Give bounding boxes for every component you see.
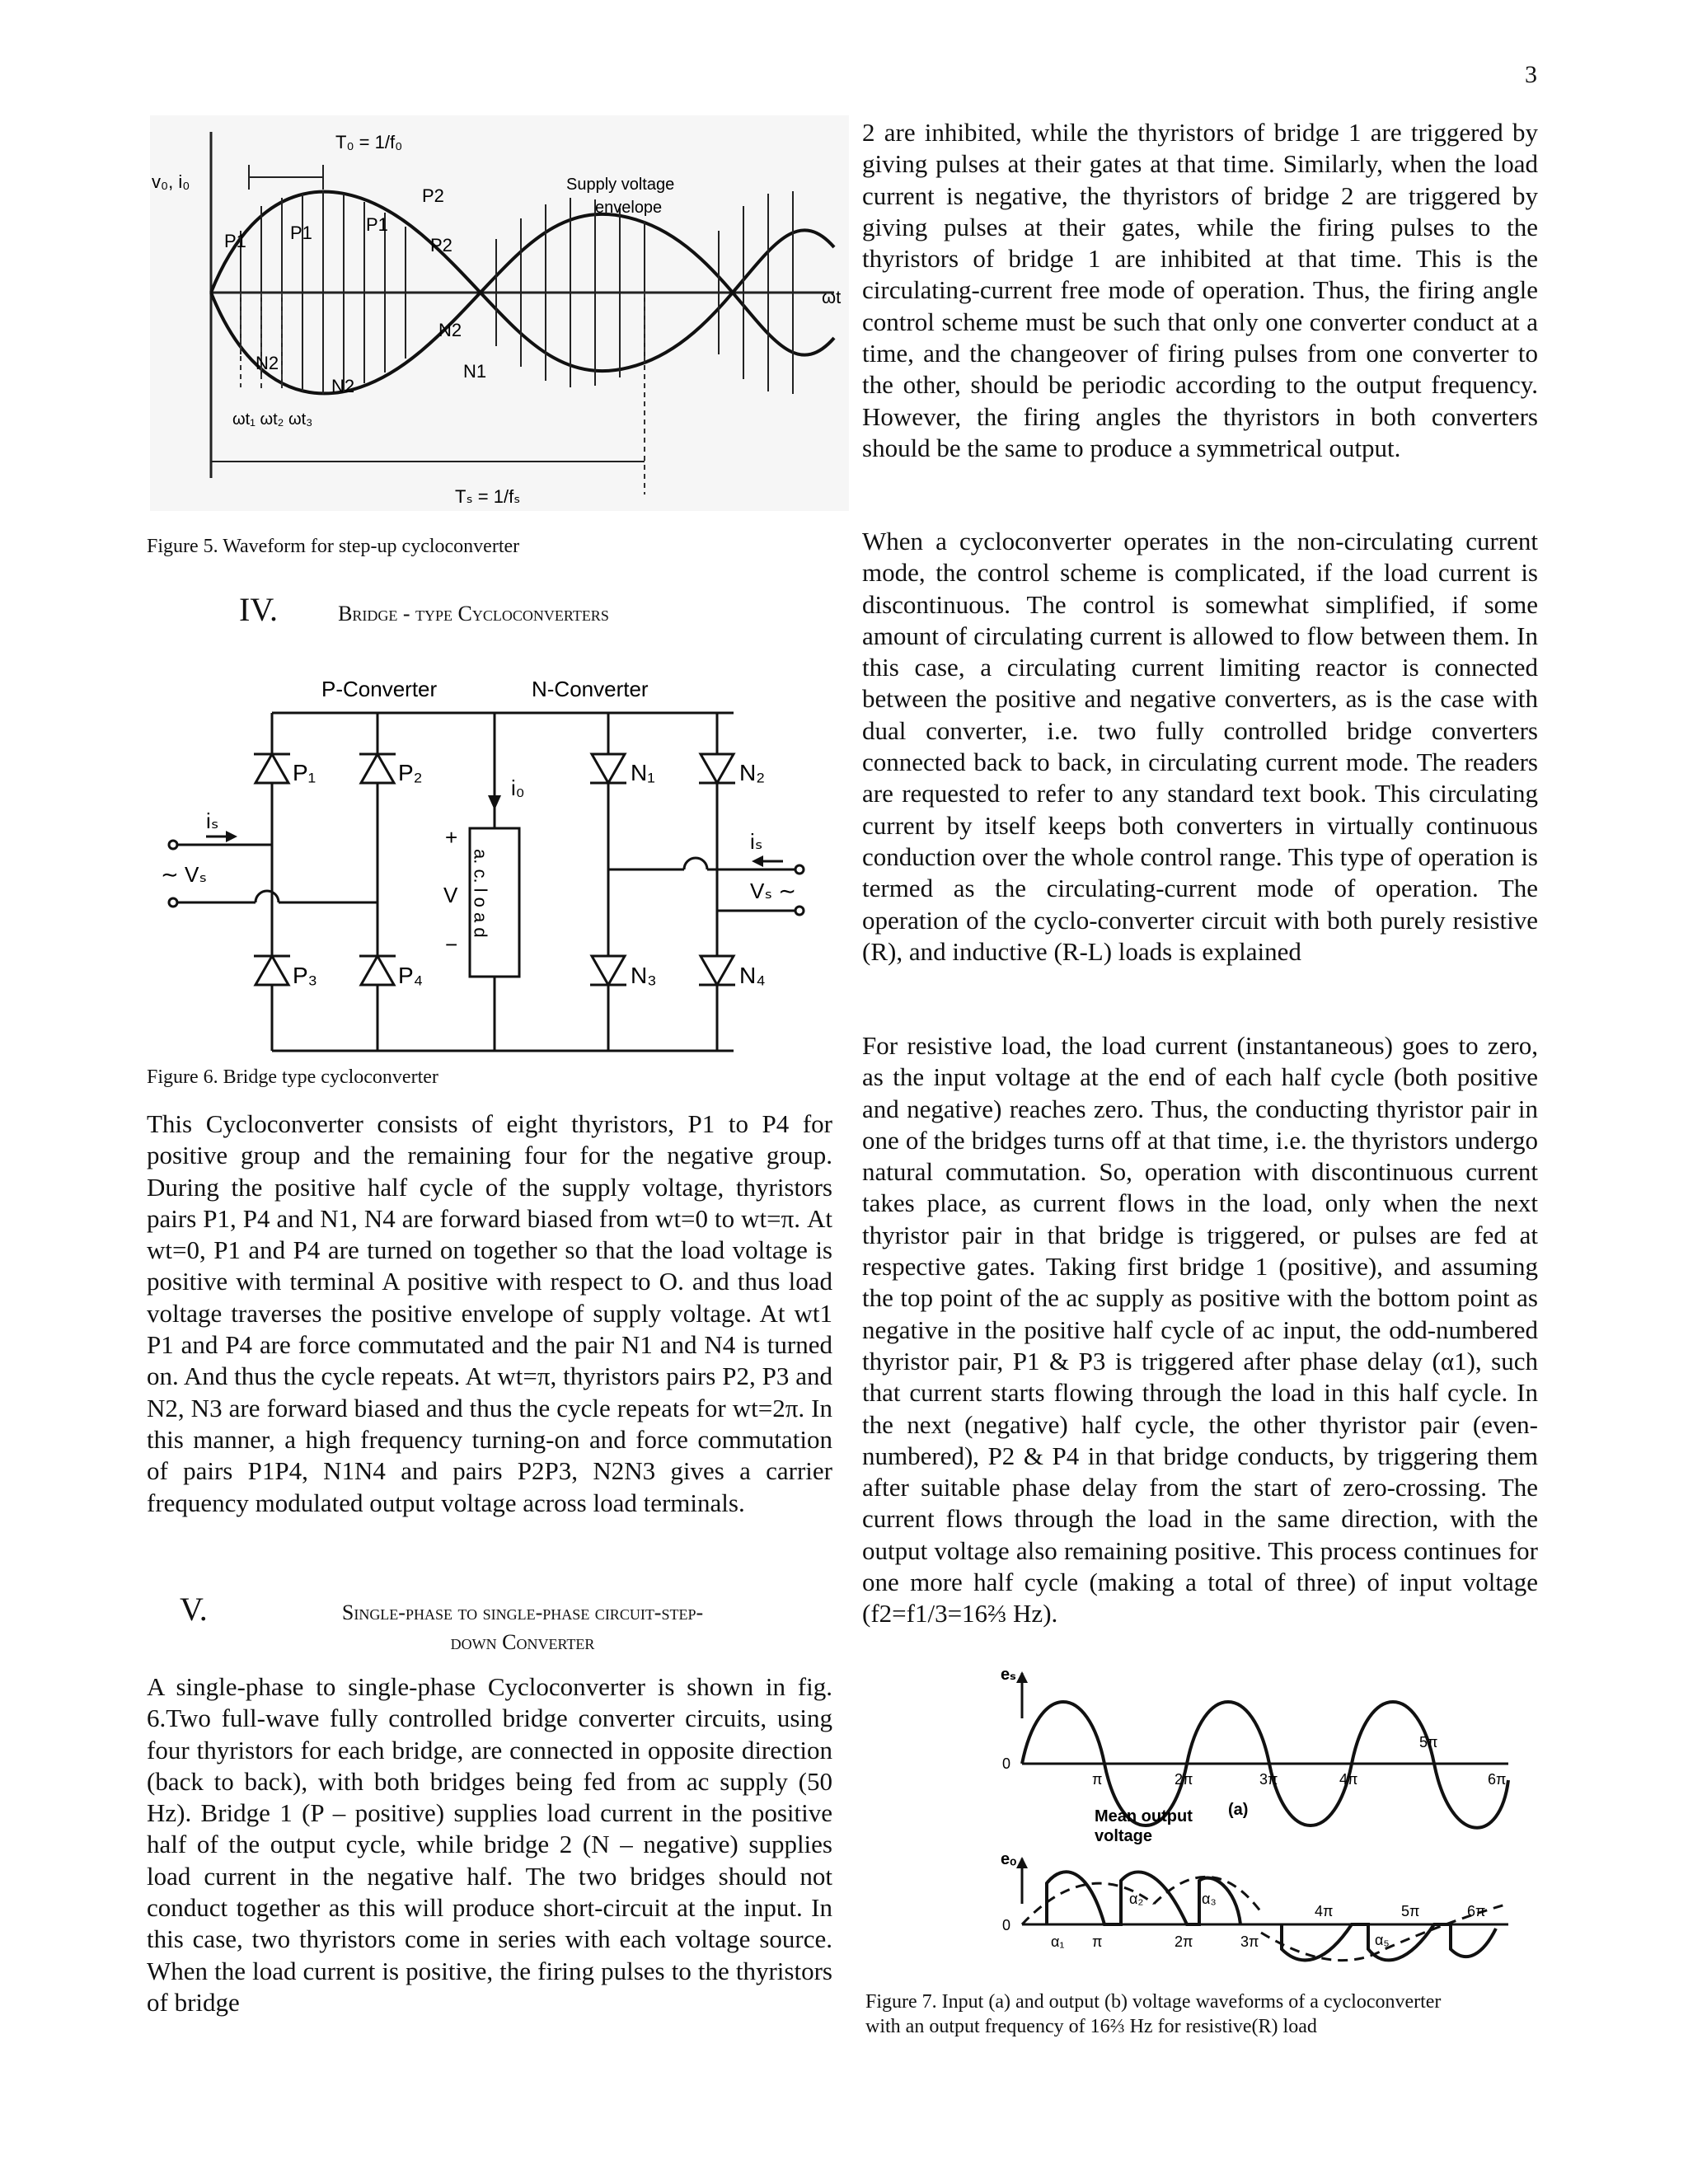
fig5-label-n2b: N2 xyxy=(331,376,355,396)
fig7-label-4pi-a: 4π xyxy=(1339,1771,1358,1788)
fig7-label-5pi-b: 5π xyxy=(1401,1903,1420,1919)
fig7-label-3pi-a: 3π xyxy=(1259,1771,1278,1788)
fig7-label-a: (a) xyxy=(1228,1801,1249,1819)
left-paragraph-2 xyxy=(147,1671,832,2018)
fig7-label-6pi-b: 6π xyxy=(1467,1903,1486,1919)
fig5-label-wt: ωt xyxy=(822,287,842,307)
fig6-label-nconv: N-Converter xyxy=(532,677,649,701)
fig6-label-v: V xyxy=(443,883,458,907)
section-5-title-line1: Single-phase to single-phase circuit-step- xyxy=(341,1601,704,1624)
fig7-label-zero-b: 0 xyxy=(1002,1917,1011,1933)
fig7-svg xyxy=(989,1665,1517,1978)
fig7-label-2pi-a: 2π xyxy=(1175,1771,1193,1788)
section-5-heading xyxy=(147,1591,832,1657)
fig6-label-vs-right: Vₛ ∼ xyxy=(750,879,797,903)
fig7-label-a3: α₃ xyxy=(1202,1891,1217,1907)
fig7-label-6pi-a: 6π xyxy=(1488,1771,1507,1788)
fig7-label-eo: eₒ xyxy=(1001,1850,1017,1868)
right-paragraph-2 xyxy=(862,526,1538,968)
fig6-label-n3: N₃ xyxy=(631,963,657,988)
fig5-label-wt-ticks: ωt₁ ωt₂ ωt₃ xyxy=(232,410,313,429)
fig5-label-p2b: P2 xyxy=(430,235,452,255)
fig7-label-a1: α₁ xyxy=(1051,1933,1065,1950)
fig6-label-minus: − xyxy=(445,932,458,957)
fig5-label-supply: Supply voltage xyxy=(566,176,675,194)
left-paragraph-1 xyxy=(147,1108,832,1519)
right-paragraph-1-text: 2 are inhibited, while the thyristors of bridge 1 are triggered by giving pulses at their gates at that time. Similarly, when the load current is negative, the thyristors of bridge 2 are triggered by giving pulses at their gates, while the firing pulses to the thyristors of bridge 1 are inhibited at that time. This is the circulating-current free mode of operation. Thus, the firing angle control scheme must be such that only one converter conduct at a time, and the changeover of firing pulses from one converter to the other, should be periodic according to the output frequency. However, the firing angles the thyristors in both converters should be the same to produce a symmetrical output. xyxy=(862,118,1538,462)
fig6-label-n4: N₄ xyxy=(739,963,766,988)
fig5-label-p2a: P2 xyxy=(422,185,444,206)
fig7-label-2pi-b: 2π xyxy=(1175,1933,1193,1950)
fig6-label-pconv: P-Converter xyxy=(321,677,438,701)
figure-5-waveform xyxy=(150,115,849,511)
page-number: 3 xyxy=(1525,61,1537,88)
fig6-label-p3: P₃ xyxy=(293,963,318,988)
fig7-label-4pi-b: 4π xyxy=(1315,1903,1334,1919)
fig6-label-is-right: iₛ xyxy=(750,829,763,854)
figure-7-waveforms xyxy=(989,1665,1517,1978)
fig7-label-pi-b: π xyxy=(1092,1933,1103,1950)
fig6-label-n2: N₂ xyxy=(739,760,766,785)
fig6-label-plus: + xyxy=(445,825,458,850)
fig6-caption: Figure 6. Bridge type cycloconverter xyxy=(147,1066,438,1088)
fig5-label-n2a: N2 xyxy=(256,353,279,373)
fig6-label-p2: P₂ xyxy=(398,760,423,785)
fig6-label-load: a. c. l o a d xyxy=(470,849,491,938)
fig5-caption: Figure 5. Waveform for step-up cycloconverter xyxy=(147,536,520,557)
fig5-label-p1a: P1 xyxy=(224,231,246,251)
right-paragraph-1 xyxy=(862,117,1538,464)
right-paragraph-3-text: For resistive load, the load current (instantaneous) goes to zero, as the input voltage at the end of each half cycle (both positive and negative) reaches zero. Thus, the conducting thyristor pair in one of the bridges turns off at that time, i.e. the thyristors undergo natural commutation. So, operation with discontinuous current takes place, as current flows in the load, only when the next thyristor pair in that bridge is triggered, or pulses are fed at respective gates. Taking first bridge 1 (positive), and assuming the top point of the ac supply as positive with the bottom point as negative in the positive half cycle of ac input, the odd-numbered thyristor pair, P1 & P3 is triggered after phase delay (α1), such that current starts flowing through the load in this half cycle. In the next (negative) half cycle, the other thyristor pair (even-numbered), P2 & P4 in that bridge conducts, by triggering them after suitable phase delay from the start of zero-crossing. The current flows through the load in the same direction, with the output voltage also remaining positive. This process continues for one more half cycle (making a total of three) of input voltage (f2=f1/3=16⅔ Hz). xyxy=(862,1031,1538,1629)
fig7-label-5pi-a: 5π xyxy=(1419,1734,1438,1750)
section-4-heading xyxy=(239,591,767,629)
fig5-svg xyxy=(150,115,849,511)
fig7-label-3pi-b: 3π xyxy=(1240,1933,1259,1950)
fig5-label-envelope: envelope xyxy=(595,199,663,217)
right-paragraph-2-text: When a cycloconverter operates in the non-circulating current mode, the control scheme is complicated, if the load current is discontinuous. The control is somewhat simplified, if some amount of circulating current is allowed to flow between them. In this case, a circulating current limiting reactor is connected between the positive and negative converters, as is the case with dual converter, i.e. two fully controlled bridge converters connected back to back, in circulating current mode. The readers are requested to refer to any standard text book. This circulating current by itself keeps both converters in virtually continuous conduction over the whole control range. This type of operation is termed as the circulating-current mode of operation. The operation of the cyclo-converter circuit with both purely resistive (R), and inductive (R-L) loads is explained xyxy=(862,527,1538,966)
fig7-label-a2: α₂ xyxy=(1129,1891,1144,1907)
fig5-label-vo-io: v₀, i₀ xyxy=(152,171,190,192)
fig7-label-a5: α₅ xyxy=(1375,1932,1390,1948)
fig6-label-io: i₀ xyxy=(511,776,525,800)
fig5-label-p1b: P1 xyxy=(290,223,312,243)
fig6-svg xyxy=(157,672,841,1067)
fig6-label-vs-left: ∼ Vₛ xyxy=(161,862,208,887)
section-4-number: IV. xyxy=(239,591,279,628)
fig6-label-n1: N₁ xyxy=(631,760,655,785)
fig6-label-p4: P₄ xyxy=(398,963,424,988)
fig7-caption xyxy=(865,1990,1441,2039)
fig7-label-pi-a: π xyxy=(1092,1771,1103,1788)
section-5-number: V. xyxy=(180,1591,208,1628)
figure-6-bridge-circuit xyxy=(157,672,841,1067)
fig5-label-n2c: N2 xyxy=(438,320,462,340)
fig6-label-p1: P₁ xyxy=(293,760,316,785)
fig5-label-n1: N1 xyxy=(463,361,487,382)
fig7-caption-line1: Figure 7. Input (a) and output (b) voltage waveforms of a cycloconverter xyxy=(865,1991,1442,2013)
section-4-title: Bridge - type Cycloconverters xyxy=(338,602,609,626)
fig5-label-p1c: P1 xyxy=(366,214,388,235)
fig7-label-es: eₛ xyxy=(1001,1666,1016,1684)
fig5-label-ts: Tₛ = 1/fₛ xyxy=(455,486,521,507)
fig7-caption-line2: with an output frequency of 16⅔ Hz for resistive(R) load xyxy=(865,2016,1317,2037)
left-paragraph-2-text: A single-phase to single-phase Cycloconverter is shown in fig. 6.Two full-wave fully controlled bridge converter circuits, using four thyristors for each bridge, are connected in opposite direction (back to back), with both bridges being fed from ac supply (50 Hz). Bridge 1 (P – positive) supplies load current in the positive half of the output cycle, while bridge 2 (N – negative) supplies load current in the negative half. The two bridges should not conduct together as this will produce short-circuit at the input. In this case, two thyristors come in series with each voltage source. When the load current is positive, the firing pulses to the thyristors of bridge xyxy=(147,1672,832,2017)
fig7-label-mean1: Mean output xyxy=(1095,1807,1193,1825)
fig7-label-mean2: voltage xyxy=(1095,1827,1153,1845)
fig7-label-zero-a: 0 xyxy=(1002,1755,1011,1772)
fig6-label-is-left: iₛ xyxy=(206,808,219,833)
fig5-label-t0: T₀ = 1/f₀ xyxy=(335,132,403,152)
section-5-title-line2: down Converter xyxy=(450,1630,595,1654)
right-paragraph-3 xyxy=(862,1030,1538,1630)
left-paragraph-1-text: This Cycloconverter consists of eight thyristors, P1 to P4 for positive group and the remaining four for the negative group. During the positive half cycle of the supply voltage, thyristors pairs P1, P4 and N1, N4 are forward biased from wt=0 to wt=π. At wt=0, P1 and P4 are turned on together so that the load voltage is positive with terminal A positive with respect to O. and thus load voltage traverses the positive envelope of supply voltage. At wt1 P1 and P4 are force commutated and the pair N1 and N4 is turned on. And thus the cycle repeats. At wt=π, thyristors pairs P2, P3 and N2, N3 are forward biased and thus the cycle repeats for wt=2π. In this manner, a high frequency turning-on and force commutation of pairs P1P4, N1N4 and pairs P2P3, N2N3 gives a carrier frequency modulated output voltage across load terminals. xyxy=(147,1109,832,1517)
